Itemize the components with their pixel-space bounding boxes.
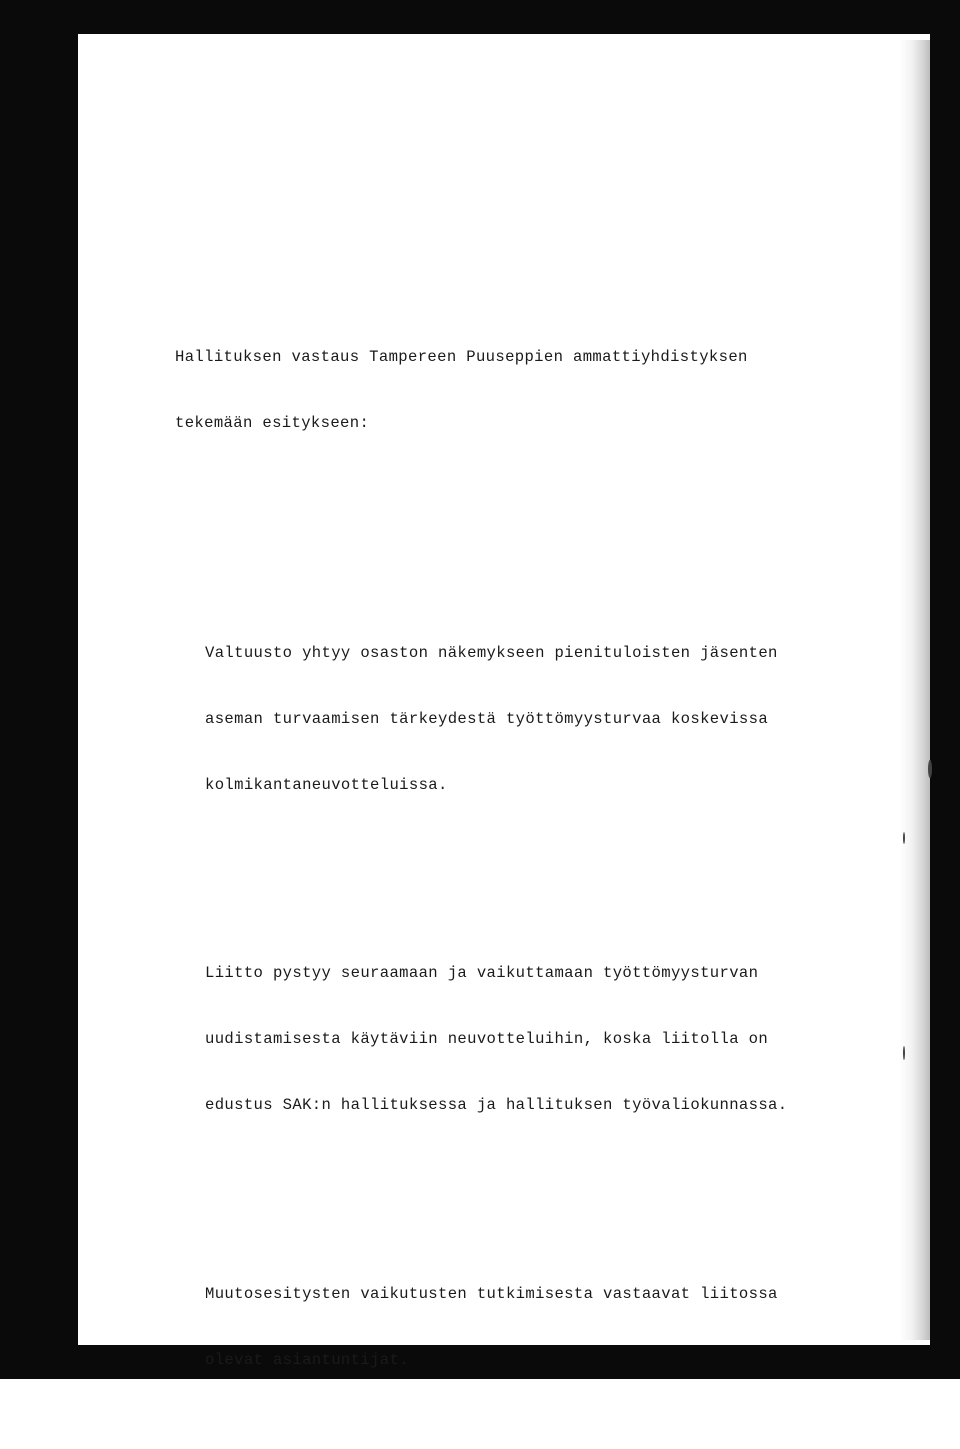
scan-speck [928, 760, 932, 778]
paragraph-valtuusto [205, 598, 875, 840]
paragraph-line: Valtuusto yhtyy osaston näkemykseen pienituloisten jäsenten [205, 644, 778, 662]
document-body [175, 258, 875, 1449]
paragraph-line: edustus SAK:n hallituksessa ja hallituksen työvaliokunnassa. [205, 1096, 788, 1114]
heading-line: Hallituksen vastaus Tampereen Puuseppien ammattiyhdistyksen [175, 348, 748, 366]
paragraph-line: aseman turvaamisen tärkeydestä työttömyysturvaa koskevissa [205, 710, 769, 728]
paragraph-line: kolmikantaneuvotteluissa. [205, 776, 448, 794]
paragraph-line: Liitto pystyy seuraamaan ja vaikuttamaan työttömyysturvan [205, 964, 759, 982]
scan-edge-top [0, 0, 960, 34]
paragraph-line: olevat asiantuntijat. [205, 1351, 409, 1369]
heading-line: tekemään esitykseen: [175, 414, 370, 432]
scan-speck [903, 1046, 905, 1060]
scan-edge-left [0, 0, 78, 1379]
scan-shadow-right [900, 40, 930, 1340]
document-heading [175, 302, 875, 478]
paragraph-muutosesitysten [205, 1239, 875, 1415]
paragraph-line: uudistamisesta käytäviin neuvotteluihin, koska liitolla on [205, 1030, 769, 1048]
scan-edge-right [930, 0, 960, 1379]
paragraph-liitto [205, 918, 875, 1160]
paragraph-line: Muutosesitysten vaikutusten tutkimisesta vastaavat liitossa [205, 1285, 778, 1303]
scan-speck [903, 832, 905, 844]
